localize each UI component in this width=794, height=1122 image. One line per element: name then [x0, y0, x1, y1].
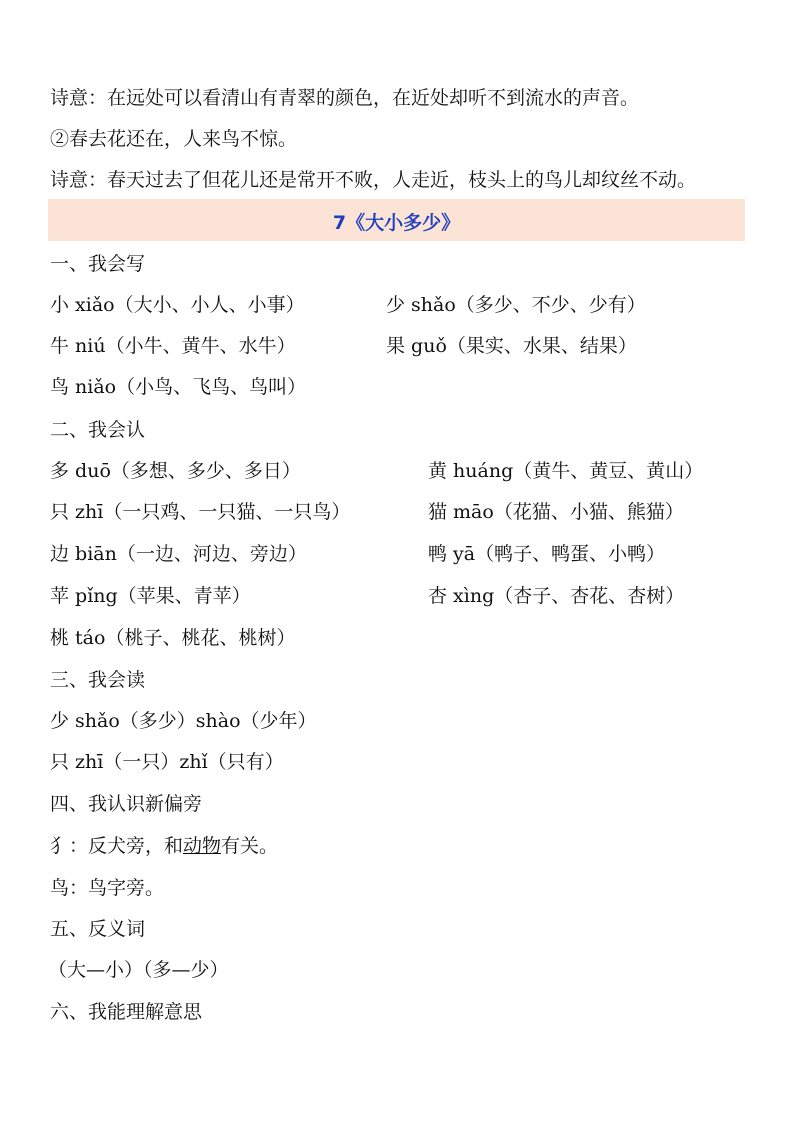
section-heading-antonyms: 五、反义词 — [50, 918, 146, 940]
recognize-item: 边 biān（一边、河边、旁边） — [50, 543, 307, 565]
recognize-item: 多 duō（多想、多少、多日） — [50, 460, 301, 482]
read-item: 少 shǎo（多少）shào（少年） — [50, 710, 317, 732]
section-heading-recognize: 二、我会认 — [50, 419, 146, 441]
lesson-title: 7《大小多少》 — [332, 212, 461, 234]
section-heading-read: 三、我会读 — [50, 669, 146, 691]
poem-meaning-line-2: 诗意：春天过去了但花儿还是常开不败，人走近，枝头上的鸟儿却纹丝不动。 — [50, 169, 697, 191]
recognize-item: 桃 táo（桃子、桃花、桃树） — [50, 627, 296, 649]
radical-item: 鸟：鸟字旁。 — [50, 877, 165, 899]
radical-text: 有关。 — [221, 835, 279, 857]
write-item: 牛 niú（小牛、黄牛、水牛） — [50, 335, 296, 357]
recognize-item: 只 zhī（一只鸡、一只猫、一只鸟） — [50, 501, 351, 523]
poem-line-2: ②春去花还在，人来鸟不惊。 — [50, 128, 298, 150]
recognize-item: 杏 xìng（杏子、杏花、杏树） — [428, 585, 685, 607]
lesson-title-banner — [48, 199, 745, 241]
poem-meaning-line-1: 诗意：在远处可以看清山有青翠的颜色，在近处却听不到流水的声音。 — [50, 87, 640, 109]
write-item: 果 guǒ（果实、水果、结果） — [386, 335, 637, 357]
section-heading-meaning: 六、我能理解意思 — [50, 1001, 203, 1023]
write-item: 少 shǎo（多少、不少、少有） — [386, 294, 646, 316]
underlined-word: 动物 — [183, 835, 222, 857]
write-item: 小 xiǎo（大小、小人、小事） — [50, 294, 305, 316]
section-heading-write: 一、我会写 — [50, 253, 146, 275]
section-heading-radicals: 四、我认识新偏旁 — [50, 793, 203, 815]
antonym-pairs: （大—小）（多—少） — [48, 959, 229, 981]
read-item: 只 zhī（一只）zhǐ（只有） — [50, 751, 284, 773]
radical-item — [50, 834, 278, 858]
recognize-item: 鸭 yā（鸭子、鸭蛋、小鸭） — [428, 543, 666, 565]
write-item: 鸟 niǎo（小鸟、飞鸟、鸟叫） — [50, 376, 307, 398]
recognize-item: 猫 māo（花猫、小猫、熊猫） — [428, 501, 684, 523]
recognize-item: 苹 pǐng（苹果、青苹） — [50, 585, 251, 607]
radical-text: 犭：反犬旁，和 — [50, 835, 184, 857]
recognize-item: 黄 huáng（黄牛、黄豆、黄山） — [428, 460, 704, 482]
